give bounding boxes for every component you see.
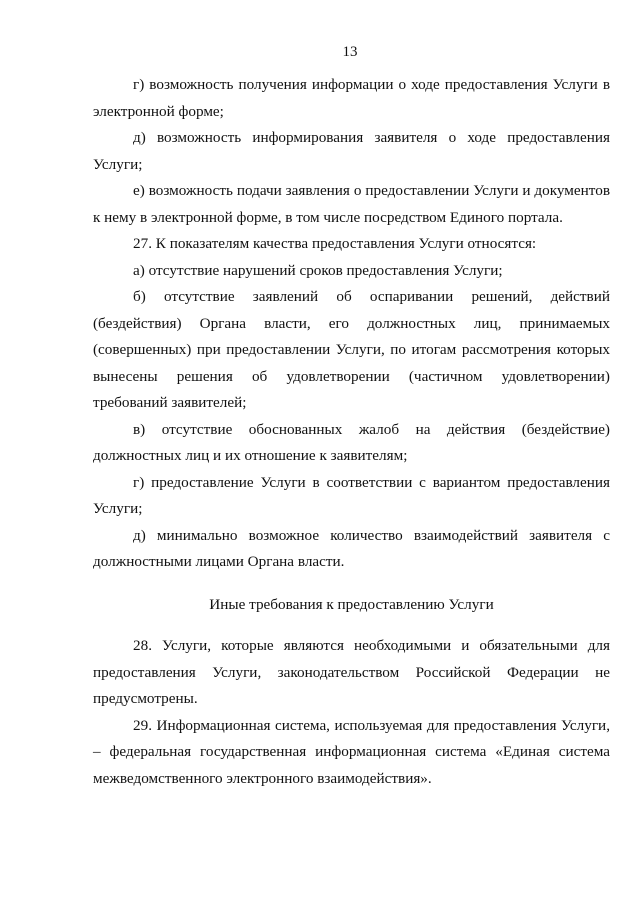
paragraph-item-g-electronic-info: г) возможность получения информации о ходе предоставления Услуги в электронной форме; xyxy=(93,76,610,120)
paragraph-item-d-minimal-interactions: д) минимально возможное количество взаимодействий заявителя с должностными лицами Органа власти. xyxy=(93,526,610,570)
paragraph-28-required-services: 28. Услуги, которые являются необходимыми и обязательными для предоставления Услуги, законодательством Российской Федерации не предусмотрены. xyxy=(93,637,610,707)
section-heading: Иные требования к предоставлению Услуги xyxy=(209,595,494,613)
document-body xyxy=(93,72,610,792)
paragraph-item-a-no-deadline-violations: а) отсутствие нарушений сроков предоставления Услуги; xyxy=(133,261,503,279)
page-number: 13 xyxy=(342,44,358,60)
paragraph-item-e-application-submission: е) возможность подачи заявления о предоставлении Услуги и документов к нему в электронной форме, в том числе посредством Единого портала. xyxy=(93,182,610,226)
paragraph-item-v-no-complaints: в) отсутствие обоснованных жалоб на действия (бездействие) должностных лиц и их отношение к заявителям; xyxy=(93,420,610,464)
paragraph-item-b-no-appeals: б) отсутствие заявлений об оспаривании решений, действий (бездействия) Органа власти, его должностных лиц, принимаемых (совершенных) при предоставлении Услуги, по итогам рассмотрения которых вынесены решения об удовлетворении (частичном удовлетворении) требований заявителей; xyxy=(93,288,610,411)
paragraph-29-information-system: 29. Информационная система, используемая для предоставления Услуги, – федеральная государственная информационная система «Единая система межведомственного электронного взаимодействия». xyxy=(93,716,610,787)
paragraph-item-d-informing: д) возможность информирования заявителя о ходе предоставления Услуги; xyxy=(93,129,610,173)
paragraph-27-quality-indicators: 27. К показателям качества предоставления Услуги относятся: xyxy=(133,235,537,252)
paragraph-item-g-service-variant: г) предоставление Услуги в соответствии с вариантом предоставления Услуги; xyxy=(93,473,610,517)
